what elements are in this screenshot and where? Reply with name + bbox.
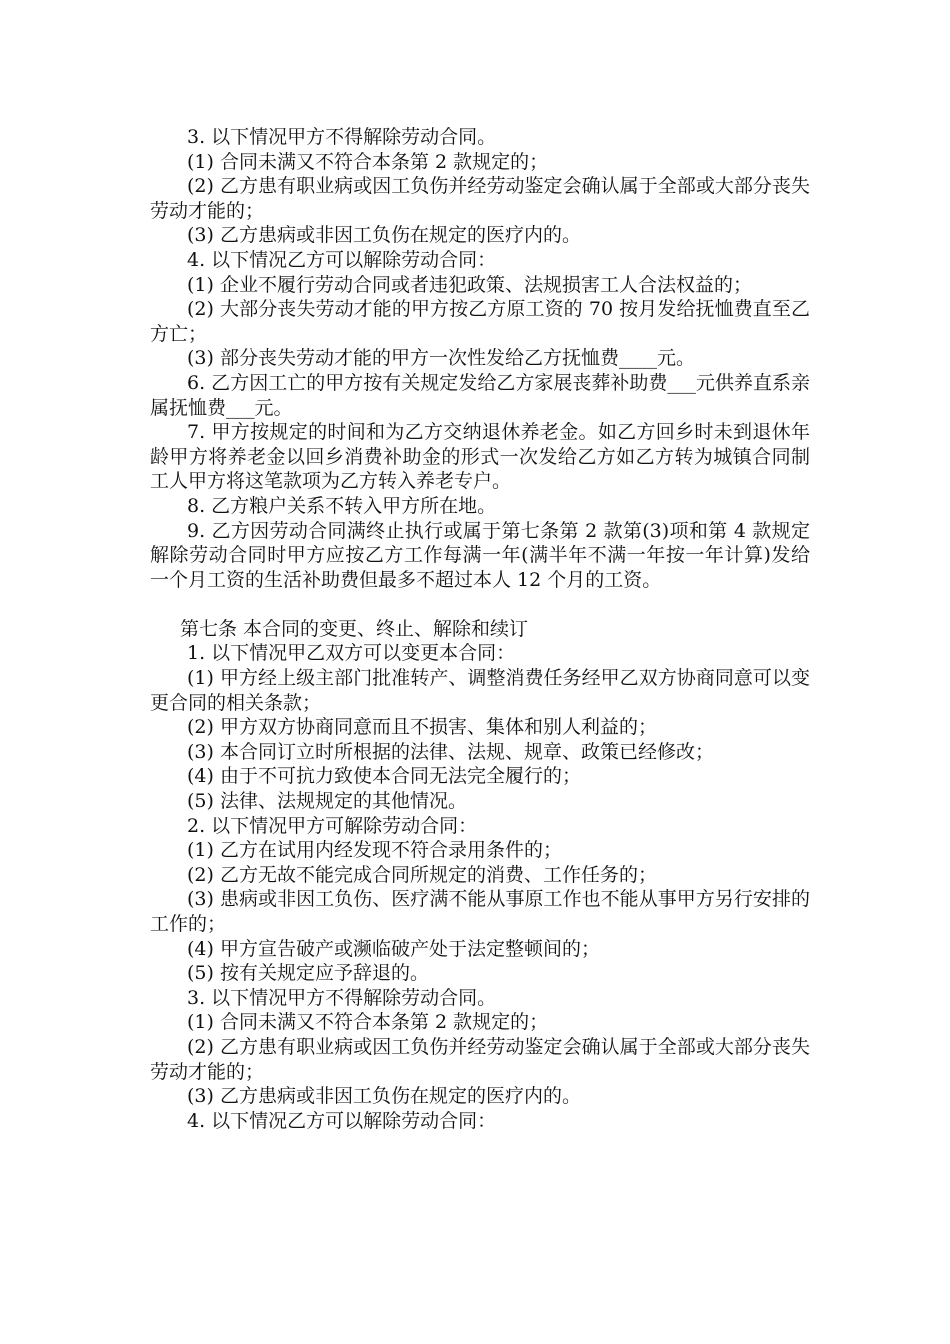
paragraph: (4) 由于不可抗力致使本合同无法完全履行的； xyxy=(187,765,581,788)
paragraph: (3) 患病或非因工负伤、医疗满不能从事原工作也不能从事甲方另行安排的工作的； xyxy=(150,888,810,935)
paragraph: (1) 合同未满又不符合本条第 2 款规定的； xyxy=(187,1011,549,1034)
paragraph: 1. 以下情况甲乙双方可以变更本合同： xyxy=(187,642,516,665)
paragraph: (2) 乙方患有职业病或因工负伤并经劳动鉴定会确认属于全部或大部分丧失劳动才能的； xyxy=(150,1035,810,1083)
paragraph: 8. 乙方粮户关系不转入甲方所在地。 xyxy=(187,494,497,517)
paragraph: (1) 企业不履行劳动合同或者违犯政策、法规损害工人合法权益的； xyxy=(187,273,752,296)
paragraph: (2) 甲方双方协商同意而且不损害、集体和别人利益的； xyxy=(187,716,657,739)
paragraph: 6. 乙方因工亡的甲方按有关规定发给乙方家展丧葬补助费___元供养直系亲属抚恤费___元。 xyxy=(150,371,810,419)
paragraph: 9. 乙方因劳动合同满终止执行或属于第七条第 2 款第(3)项和第 4 款规定解除劳动合同时甲方应按乙方工作每满一年(满半年不满一年按一年计算)发给一个月工资的生活补助费但最多不超过本人 12 个月的工资。 xyxy=(150,519,810,591)
paragraph: 4. 以下情况乙方可以解除劳动合同： xyxy=(187,1109,497,1132)
paragraph: 3. 以下情况甲方不得解除劳动合同。 xyxy=(187,986,497,1009)
paragraph: (1) 合同未满又不符合本条第 2 款规定的； xyxy=(187,150,549,173)
paragraph: (3) 本合同订立时所根据的法律、法规、规章、政策已经修改； xyxy=(187,740,714,763)
paragraph: (2) 乙方无故不能完成合同所规定的消费、工作任务的； xyxy=(187,863,657,886)
paragraph: (3) 乙方患病或非因工负伤在规定的医疗内的。 xyxy=(187,224,581,247)
paragraph: 7. 甲方按规定的时间和为乙方交纳退休养老金。如乙方回乡时未到退休年龄甲方将养老金以回乡消费补助金的形式一次发给乙方如乙方转为城镇合同制工人甲方将这笔款项为乙方转入养老专户。 xyxy=(150,421,810,493)
paragraph: (1) 甲方经上级主部门批准转产、调整消费任务经甲乙双方协商同意可以变更合同的相关条款； xyxy=(150,667,810,714)
paragraph: (4) 甲方宣告破产或濒临破产处于法定整顿间的； xyxy=(187,937,600,960)
document-page xyxy=(150,125,810,1133)
paragraph: 3. 以下情况甲方不得解除劳动合同。 xyxy=(187,126,497,148)
section-heading: 第七条 本合同的变更、终止、解除和续订 xyxy=(180,617,529,640)
paragraph: (3) 乙方患病或非因工负伤在规定的医疗内的。 xyxy=(187,1085,581,1108)
paragraph: (2) 大部分丧失劳动才能的甲方按乙方原工资的 70 按月发给抚恤费直至乙方亡； xyxy=(150,298,810,345)
paragraph: (5) 法律、法规规定的其他情况。 xyxy=(187,790,467,813)
blank-line xyxy=(150,592,810,617)
paragraph: 2. 以下情况甲方可解除劳动合同： xyxy=(187,814,478,837)
paragraph: (1) 乙方在试用内经发现不符合录用条件的； xyxy=(187,839,562,862)
paragraph: (3) 部分丧失劳动才能的甲方一次性发给乙方抚恤费____元。 xyxy=(187,347,695,370)
paragraph: (2) 乙方患有职业病或因工负伤并经劳动鉴定会确认属于全部或大部分丧失劳动才能的； xyxy=(150,175,810,222)
paragraph: (5) 按有关规定应予辞退的。 xyxy=(187,962,429,985)
paragraph: 4. 以下情况乙方可以解除劳动合同： xyxy=(187,248,497,271)
